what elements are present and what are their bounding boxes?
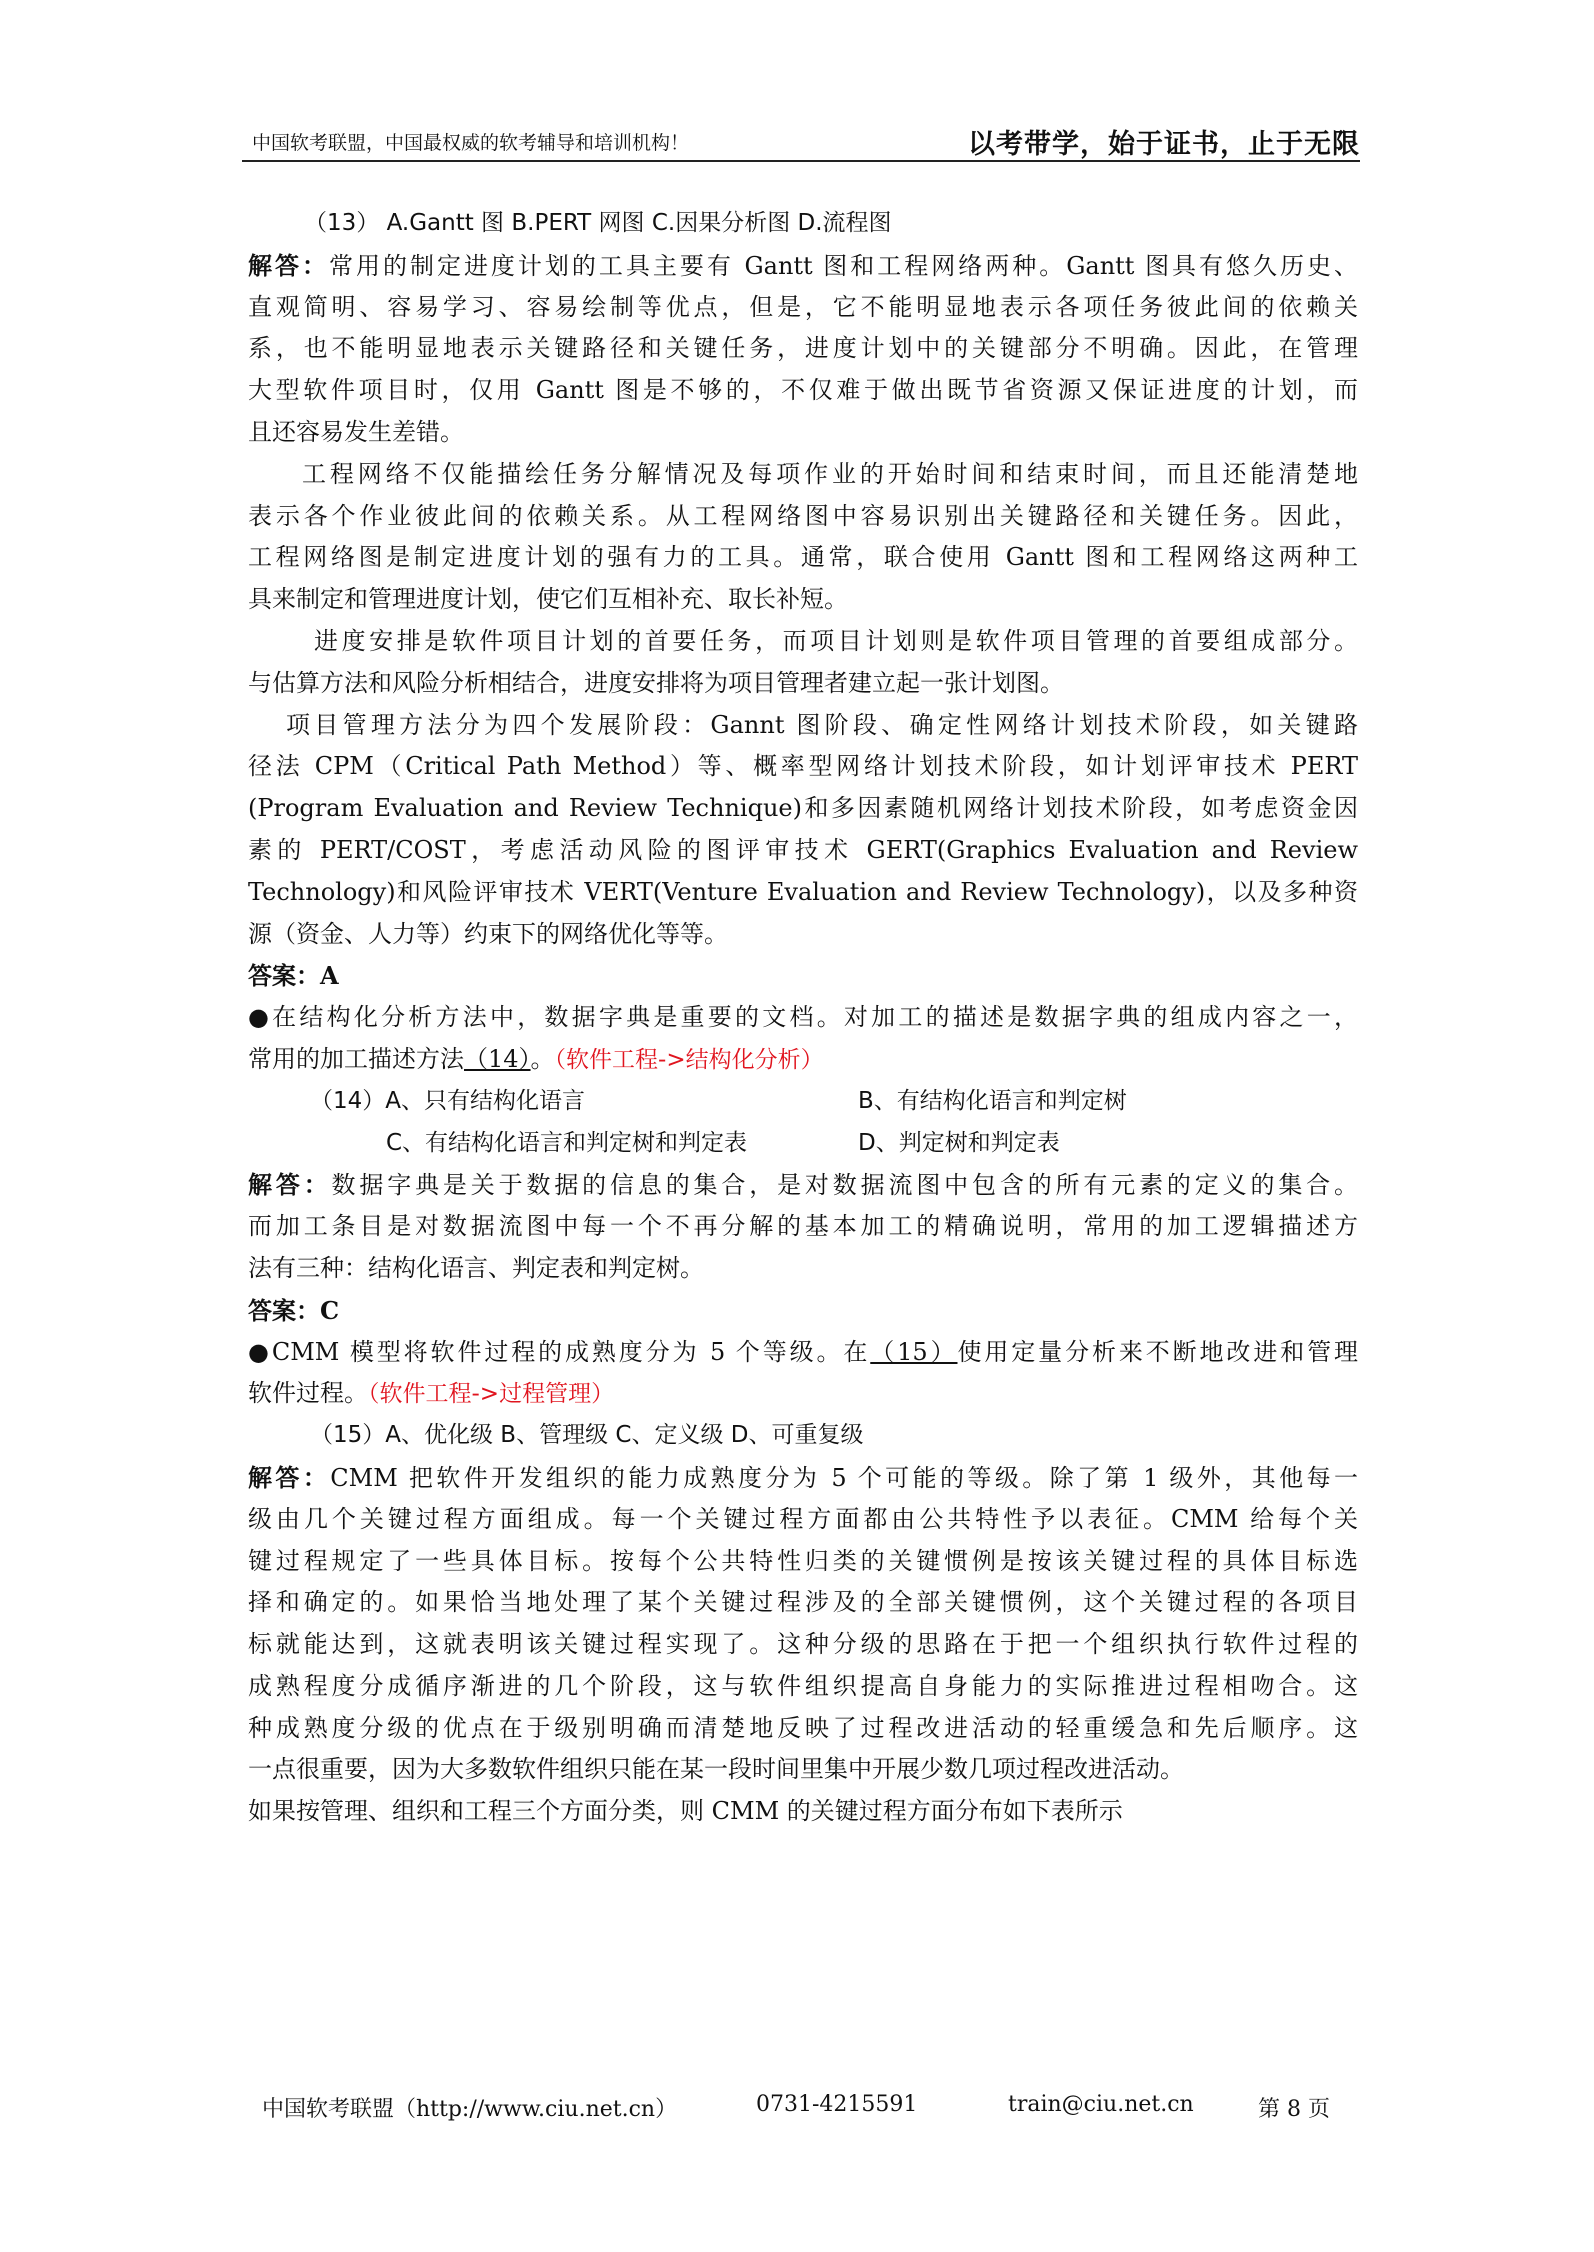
option-b: B、有结构化语言和判定树: [858, 1087, 1127, 1114]
paragraph-line: 大型软件项目时，仅用 Gantt 图是不够的，不仅难于做出既节省资源又保证进度的计划，而: [248, 376, 1358, 405]
paragraph-line: 如果按管理、组织和工程三个方面分类，则 CMM 的关键过程方面分布如下表所示: [248, 1797, 1123, 1826]
paragraph-line: (Program Evaluation and Review Technique)和多因素随机网络计划技术阶段，如考虑资金因: [248, 794, 1358, 823]
paragraph-line: 成熟程度分成循序渐进的几个阶段，这与软件组织提高自身能力的实际推进过程相吻合。这: [248, 1671, 1358, 1700]
paragraph-line: 法有三种：结构化语言、判定表和判定树。: [248, 1253, 704, 1282]
paragraph-text: 数据字典是关于数据的信息的集合，是对数据流图中包含的所有元素的定义的集合。: [331, 1171, 1359, 1200]
paragraph-line: 键过程规定了一些具体目标。按每个公共特性归类的关键惯例是按该关键过程的具体目标选: [248, 1546, 1358, 1575]
answer-blank: （15）: [870, 1337, 958, 1366]
q13-answer-line: [248, 245, 1358, 287]
paragraph-line: 一点很重要，因为大多数软件组织只能在某一段时间里集中开展少数几项过程改进活动。: [248, 1755, 1184, 1784]
header-divider: [242, 160, 1360, 162]
paragraph-text: CMM 把软件开发组织的能力成熟度分为 5 个可能的等级。除了第 1 级外，其他每一: [330, 1463, 1358, 1492]
paragraph-line: 而加工条目是对数据流图中每一个不再分解的基本加工的精确说明，常用的加工逻辑描述方: [248, 1212, 1358, 1241]
paragraph-line: 级由几个关键过程方面组成。每一个关键过程方面都由公共特性予以表征。CMM 给每个关: [248, 1504, 1358, 1533]
stem-text: 使用定量分析来不断地改进和管理: [957, 1337, 1359, 1366]
q14-answer-line: [248, 1164, 1358, 1206]
q14-options-row1: [248, 1081, 1358, 1123]
paragraph-text: 常用的制定进度计划的工具主要有 Gantt 图和工程网络两种。Gantt 图具有悠久历史、: [328, 251, 1359, 280]
option-c: C、有结构化语言和判定树和判定表: [386, 1129, 748, 1156]
answer-blank: （14）: [464, 1044, 531, 1073]
answer-label: 解答：: [248, 1170, 332, 1200]
header-slogan-right: 以考带学，始于证书，止于无限: [968, 129, 1360, 160]
q14-options-row2: [248, 1123, 1358, 1165]
q13-options: （13） A.Gantt 图 B.PERT 网图 C.因果分析图 D.流程图: [304, 210, 892, 236]
paragraph-line: 直观简明、容易学习、容易绘制等优点，但是，它不能明显地表示各项任务彼此间的依赖关: [248, 292, 1358, 321]
q14-stem-line: ●在结构化分析方法中，数据字典是重要的文档。对加工的描述是数据字典的组成内容之一，: [248, 1003, 1358, 1032]
q13-result: 答案：A: [248, 961, 339, 991]
q15-answer-line: [248, 1457, 1358, 1499]
footer-page-number: 第 8 页: [1258, 2097, 1330, 2122]
paragraph-line: 具来制定和管理进度计划，使它们互相补充、取长补短。: [248, 585, 848, 614]
q15-stem-line: [248, 1373, 1358, 1415]
paragraph-line: 工程网络不仅能描绘任务分解情况及每项作业的开始时间和结束时间，而且还能清楚地: [302, 459, 1358, 488]
paragraph-line: 表示各个作业彼此间的依赖关系。从工程网络图中容易识别出关键路径和关键任务。因此，: [248, 501, 1358, 530]
paragraph-line: 系，也不能明显地表示关键路径和关键任务，进度计划中的关键部分不明确。因此，在管理: [248, 334, 1358, 363]
answer-label: 解答：: [248, 250, 329, 280]
paragraph-line: 素的 PERT/COST，考虑活动风险的图评审技术 GERT(Graphics Evaluation and Review: [248, 835, 1358, 864]
page-footer: [262, 2092, 1360, 2132]
option-a: （14）A、只有结构化语言: [310, 1087, 586, 1114]
stem-text: 。: [530, 1044, 555, 1073]
paragraph-line: 标就能达到，这就表明该关键过程实现了。这种分级的思路在于把一个组织执行软件过程的: [248, 1630, 1358, 1659]
paragraph-line: Technology)和风险评审技术 VERT(Venture Evaluation and Review Technology)，以及多种资: [248, 877, 1358, 906]
category-tag: （软件工程->结构化分析）: [554, 1046, 824, 1073]
category-tag: （软件工程->过程管理）: [368, 1381, 615, 1408]
paragraph-line: 且还容易发生差错。: [248, 417, 464, 446]
footer-email: train@ciu.net.cn: [1008, 2092, 1194, 2117]
footer-org-link: 中国软考联盟（http://www.ciu.net.cn）: [262, 2097, 678, 2122]
paragraph-line: 进度安排是软件项目计划的首要任务，而项目计划则是软件项目管理的首要组成部分。: [314, 626, 1358, 655]
paragraph-line: 工程网络图是制定进度计划的强有力的工具。通常，联合使用 Gantt 图和工程网络这两种工: [248, 543, 1358, 572]
q14-result: 答案：C: [248, 1295, 340, 1325]
stem-text: 常用的加工描述方法: [248, 1044, 464, 1073]
q15-options: （15）A、优化级 B、管理级 C、定义级 D、可重复级: [310, 1422, 864, 1449]
page-header: [242, 122, 1360, 162]
q14-stem-line: [248, 1039, 1358, 1081]
stem-text: 软件过程。: [248, 1379, 368, 1408]
option-d: D、判定树和判定表: [858, 1129, 1060, 1156]
q15-stem-line: [248, 1332, 1358, 1374]
paragraph-line: 项目管理方法分为四个发展阶段：Gannt 图阶段、确定性网络计划技术阶段，如关键路: [286, 710, 1358, 739]
paragraph-line: 径法 CPM（Critical Path Method）等、概率型网络计划技术阶段，如计划评审技术 PERT: [248, 752, 1358, 781]
page-body: [248, 203, 1358, 1833]
paragraph-line: 源（资金、人力等）约束下的网络优化等等。: [248, 919, 728, 948]
paragraph-line: 择和确定的。如果恰当地处理了某个关键过程涉及的全部关键惯例，这个关键过程的各项目: [248, 1588, 1358, 1617]
paragraph-line: 种成熟度分级的优点在于级别明确而清楚地反映了过程改进活动的轻重缓急和先后顺序。这: [248, 1713, 1358, 1742]
header-slogan-left: 中国软考联盟，中国最权威的软考辅导和培训机构！: [252, 132, 690, 154]
footer-phone: 0731-4215591: [756, 2092, 918, 2117]
answer-label: 解答：: [248, 1462, 331, 1492]
paragraph-line: 与估算方法和风险分析相结合，进度安排将为项目管理者建立起一张计划图。: [248, 668, 1064, 697]
stem-text: ●CMM 模型将软件过程的成熟度分为 5 个等级。在: [248, 1337, 871, 1366]
